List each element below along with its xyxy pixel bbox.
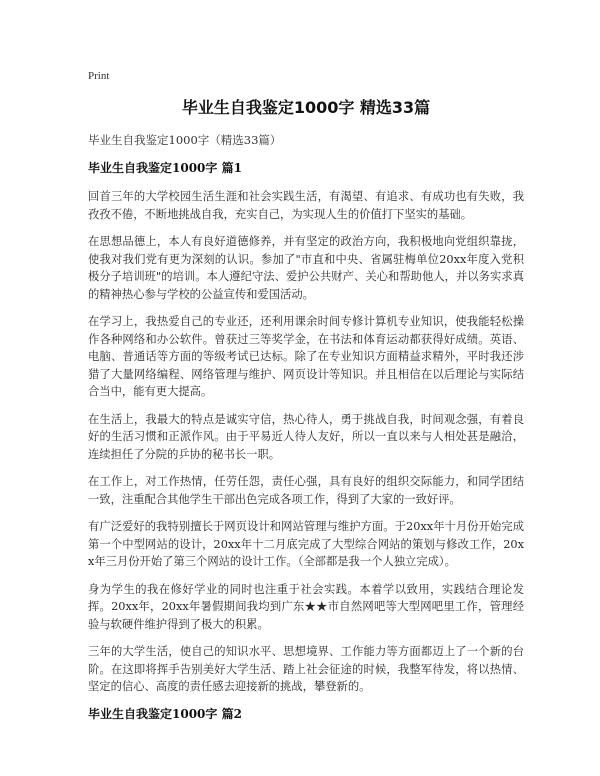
print-link[interactable]: Print (88, 70, 110, 82)
paragraph: 在工作上，对工作热情，任劳任怨，责任心强，具有良好的组织交际能力，和同学团结一致，注重配合其他学生干部出色完成各项工作，得到了大家的一致好评。 (88, 475, 524, 506)
paragraph: 在思想品德上，本人有良好道德修养，并有坚定的政治方向，我积极地向党组织靠拢，使我对我们党有更为深刻的认识。参加了"市直和中央、省属驻梅单位20xx年度入党积极分子培训班"的培训。本人遵纪守法、爱护公共财产、关心和帮助他人，并以务实求真的精神热心参与学校的公益宣传和爱国活动。 (88, 235, 524, 301)
paragraph: 三年的大学生活，使自己的知识水平、思想境界、工作能力等方面都迈上了一个新的台阶。在这即将挥手告别美好大学生活、踏上社会征途的时候，我整军待发，将以热情、坚定的信心、高度的责任感去迎接新的挑战，攀登新的。 (88, 645, 524, 693)
document-subtitle: 毕业生自我鉴定1000字（精选33篇） (88, 133, 282, 147)
page-title: 毕业生自我鉴定1000字 精选33篇 (181, 98, 431, 117)
section-heading-1: 毕业生自我鉴定1000字 篇1 (88, 161, 242, 175)
paragraph: 有广泛爱好的我特别擅长于网页设计和网站管理与维护方面。于20xx年十月份开始完成第一个中型网站的设计，20xx年十二月底完成了大型综合网站的策划与修改工作，20xx年三月份开始了第三个网站的设计工作。（全部都是我一个人独立完成）。 (88, 520, 524, 568)
paragraph: 回首三年的大学校园生活生涯和社会实践生活，有渴望、有追求、有成功也有失败，我孜孜不倦，不断地挑战自我，充实自己，为实现人生的价值打下坚实的基础。 (88, 190, 524, 221)
paragraph: 身为学生的我在修好学业的同时也注重于社会实践。本着学以致用，实践结合理论发挥。20xx年，20xx年暑假期间我均到广东★★市自然网吧等大型网吧里工作，管理经验与软硬件维护得到了极大的积累。 (88, 582, 524, 631)
paragraph: 在生活上，我最大的特点是诚实守信，热心待人，勇于挑战自我，时间观念强，有着良好的生活习惯和正派作风。由于平易近人待人友好，所以一直以来与人相处甚是融洽，连续担任了分院的乒协的秘书长一职。 (88, 412, 524, 461)
paragraph: 在学习上，我热爱自己的专业还，还利用课余时间专修计算机专业知识，使我能轻松操作各种网络和办公软件。曾获过三等奖学金，在书法和体育运动都获得好成绩。英语、电脑、普通话等方面的等级考试已达标。除了在专业知识方面精益求精外，平时我还涉猎了大量网络编程、网络管理与维护、网页设计等知识。并且相信在以后理论与实际结合当中，能有更大提高。 (88, 315, 524, 398)
article-body (88, 160, 524, 734)
section-heading-2: 毕业生自我鉴定1000字 篇2 (88, 706, 242, 721)
